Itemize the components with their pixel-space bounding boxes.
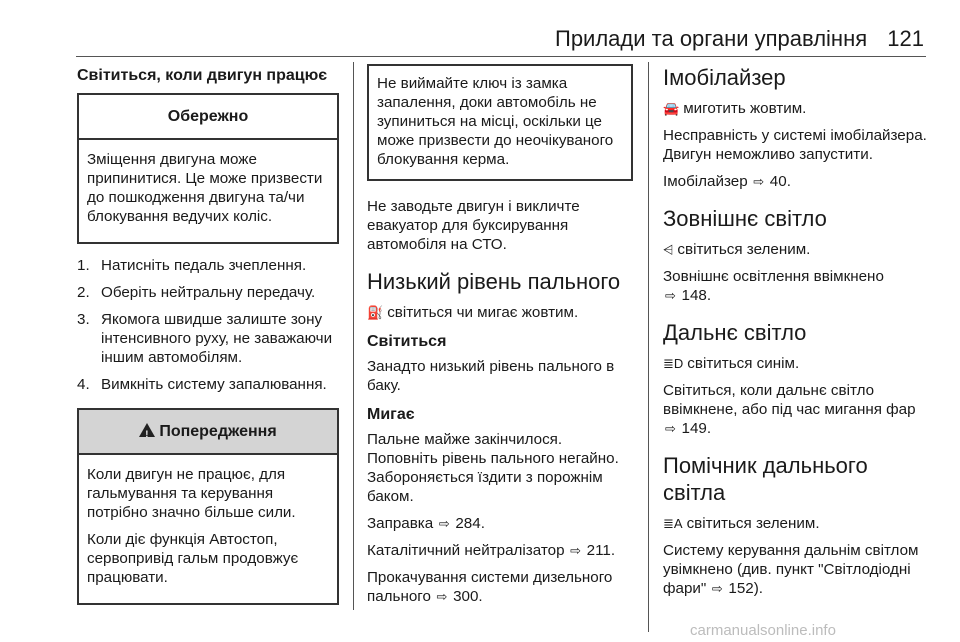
caution-title: Обережно	[79, 95, 337, 140]
high-beam-heading: Дальнє світло	[663, 320, 807, 345]
ref-exterior-page[interactable]: 148.	[681, 287, 712, 304]
ref-diesel-bleed-page[interactable]: 300.	[453, 588, 483, 605]
reference-arrow-icon: ⇨	[566, 543, 585, 558]
warning-triangle-icon	[139, 423, 155, 437]
fuel-lit-heading: Світиться	[367, 333, 447, 350]
reference-arrow-icon: ⇨	[665, 421, 680, 436]
column-2	[367, 60, 633, 614]
tow-text: Не заводьте двигун і викличте евакуатор для буксирування автомобіля на СТО.	[367, 198, 580, 253]
reference-arrow-icon: ⇨	[665, 288, 680, 303]
exterior-light-text: Зовнішнє освітлення ввімкнено	[663, 268, 884, 285]
reference-arrow-icon: ⇨	[435, 516, 454, 531]
high-beam-assist-heading: Помічник дальнього світла	[663, 453, 868, 505]
ref-diesel-bleed-text: Прокачування системи дизельного пального	[367, 569, 613, 605]
section-heading-engine-running: Світиться, коли двигун працює	[77, 67, 328, 84]
caution-box	[77, 93, 339, 244]
high-beam-assist-text: Систему керування дальнім світлом увімкнено (див. пункт "Світлодіодні фари"	[663, 542, 919, 597]
fuel-flash-text: Пальне майже закінчилося. Поповніть рівень пального негайно. Забороняється їздити з порожнім баком.	[367, 431, 619, 505]
warning-continued-text: Не виймайте ключ із замка запалення, доки автомобіль не зупиниться на місці, оскільки це може призвести до неочікуваного блокування керма.	[377, 75, 614, 168]
fuel-pump-icon: ⛽	[367, 305, 384, 320]
header-divider	[76, 56, 926, 57]
warning-box	[77, 408, 339, 605]
ref-refuel-page[interactable]: 284.	[455, 515, 485, 532]
list-item: 3. Якомога швидше залиште зону інтенсивного руху, не заважаючи іншим автомобілям.	[77, 311, 333, 366]
high-beam-text: Світиться, коли дальнє світло ввімкнене, або під час мигання фар	[663, 382, 916, 418]
column-3	[663, 60, 933, 606]
fuel-lit-text: Занадто низький рівень пального в баку.	[367, 358, 615, 394]
high-beam-assist-status: світиться зеленим.	[686, 515, 820, 532]
reference-arrow-icon: ⇨	[749, 174, 768, 189]
column-1	[77, 60, 339, 617]
warning-text-2: Коли діє функція Автостоп, сервопривід гальм продовжує працювати.	[87, 531, 299, 586]
column-divider-1	[353, 62, 354, 610]
ref-immobilizer-text: Імобілайзер	[663, 173, 748, 190]
high-beam-icon: ≣D	[663, 356, 684, 371]
list-item: 1. Натисніть педаль зчеплення.	[77, 257, 307, 274]
column-divider-2	[648, 62, 649, 632]
immobilizer-text: Несправність у системі імобілайзера. Двигун неможливо запустити.	[663, 127, 927, 163]
ref-catalytic-text: Каталітичний нейтралізатор	[367, 542, 565, 559]
immobilizer-icon: 🚘	[663, 101, 680, 116]
high-beam-assist-icon: ≣A	[663, 516, 683, 531]
immobilizer-status: миготить жовтим.	[683, 100, 807, 117]
fuel-status: світиться чи мигає жовтим.	[387, 304, 579, 321]
ref-refuel-text: Заправка	[367, 515, 434, 532]
list-item: 2. Оберіть нейтральну передачу.	[77, 284, 316, 301]
caution-text: Зміщення двигуна може припинитися. Це може призвести до пошкодження двигуна та/чи блокування ведучих коліс.	[87, 151, 323, 225]
high-beam-status: світиться синім.	[687, 355, 800, 372]
page-header-title: Прилади та органи управління	[555, 26, 868, 51]
steps-list	[77, 256, 339, 394]
ref-immobilizer-page[interactable]: 40.	[769, 173, 791, 190]
list-item: 4. Вимкніть систему запалювання.	[77, 376, 327, 393]
warning-text-1: Коли двигун не працює, для гальмування та керування потрібно значно більше сили.	[87, 466, 296, 521]
warning-title: Попередження	[159, 423, 277, 440]
warning-continued-box	[367, 64, 633, 181]
immobilizer-heading: Імобілайзер	[663, 65, 786, 90]
reference-arrow-icon: ⇨	[432, 589, 452, 604]
watermark: carmanualsonline.info	[690, 622, 836, 639]
ref-catalytic-page[interactable]: 211.	[586, 542, 616, 559]
exterior-light-status: світиться зеленим.	[677, 241, 811, 258]
ref-hba-page[interactable]: 152).	[728, 580, 764, 597]
fuel-heading: Низький рівень пального	[367, 269, 621, 294]
ref-high-beam-page[interactable]: 149.	[681, 420, 712, 437]
page-number: 121	[887, 26, 924, 51]
fuel-flash-heading: Мигає	[367, 406, 415, 423]
exterior-light-heading: Зовнішнє світло	[663, 206, 827, 231]
reference-arrow-icon: ⇨	[708, 581, 727, 596]
side-light-icon: ⩤	[663, 242, 674, 257]
